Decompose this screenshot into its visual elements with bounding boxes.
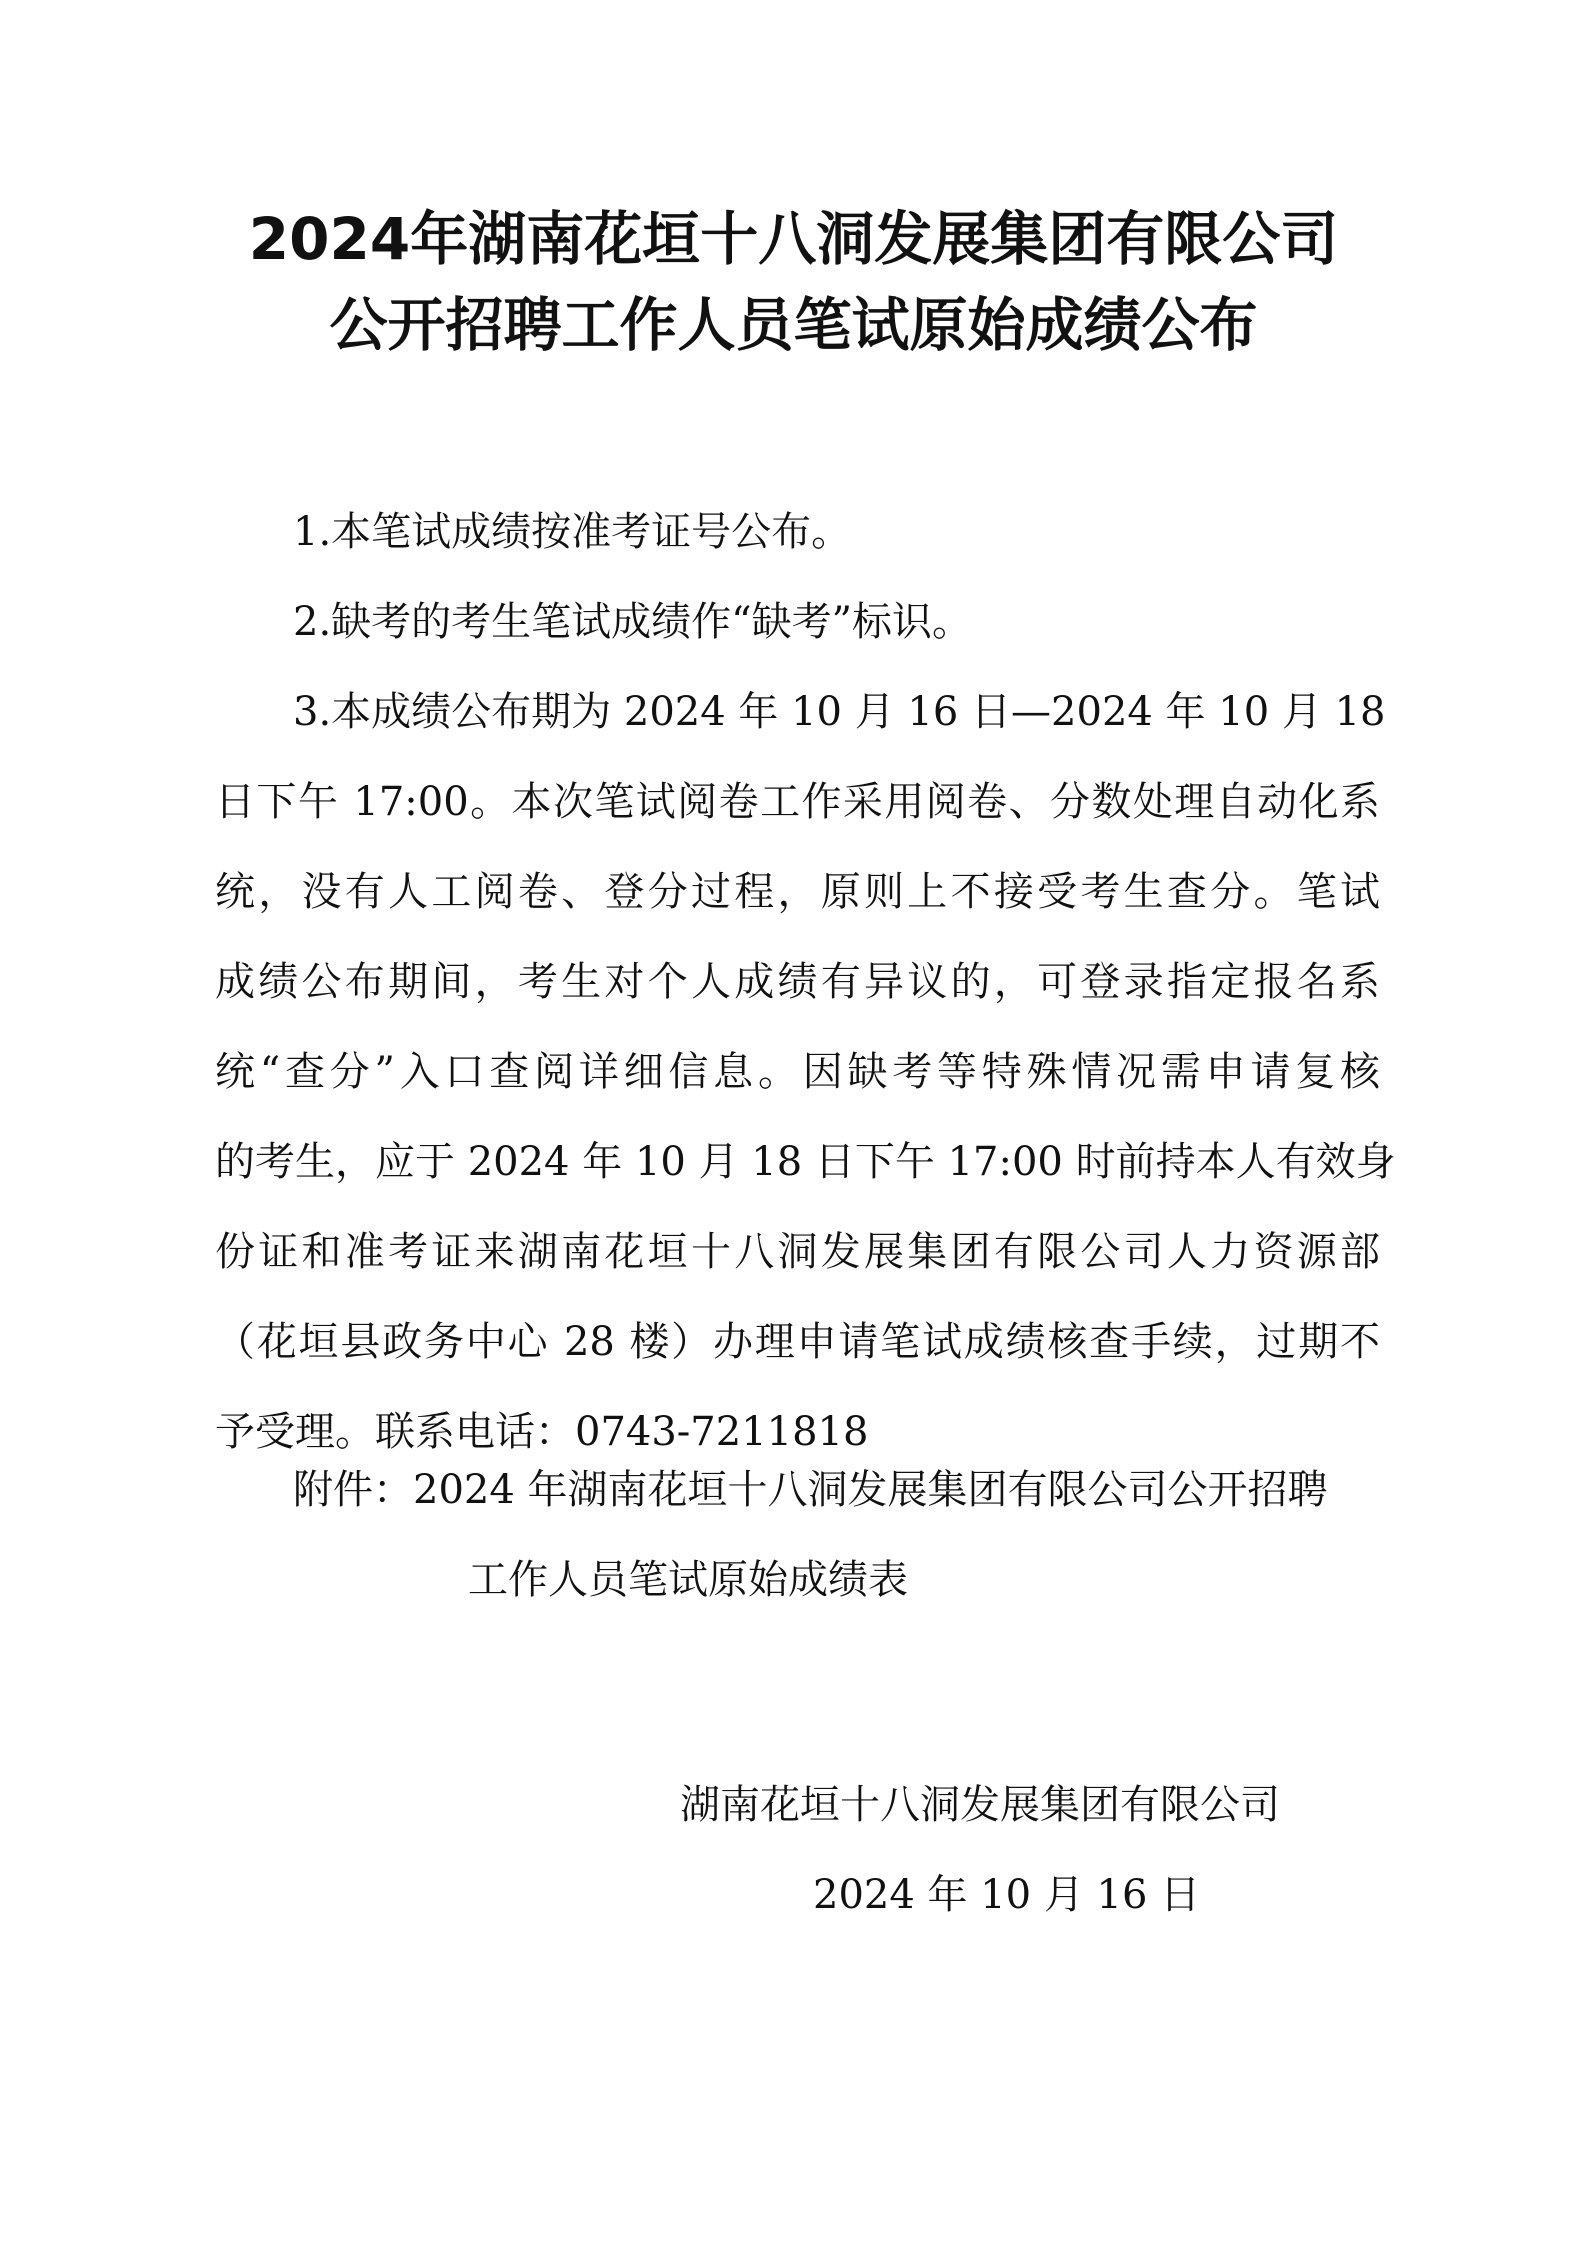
attachment-line-2: 工作人员笔试原始成绩表 (468, 1557, 908, 1603)
signature-block (680, 1760, 1320, 1940)
note-item-3-line-2: 日下午 17:00。本次笔试阅卷工作采用阅卷、分数处理自动化系 (215, 779, 1380, 825)
title-line-2: 公开招聘工作人员笔试原始成绩公布 (329, 291, 1258, 359)
notice-body (215, 487, 1396, 1477)
attachment-line-1: 附件：2024 年湖南花垣十八洞发展集团有限公司公开招聘 (293, 1467, 1328, 1513)
note-item-3-line-7: 份证和准考证来湖南花垣十八洞发展集团有限公司人力资源部 (215, 1229, 1380, 1275)
note-item-3-line-5: 统“查分”入口查阅详细信息。因缺考等特殊情况需申请复核 (215, 1049, 1380, 1095)
note-item-2: 2.缺考的考生笔试成绩作“缺考”标识。 (293, 599, 973, 645)
title-line-1: 2024年湖南花垣十八洞发展集团有限公司 (248, 205, 1339, 273)
note-item-3-line-6: 的考生，应于 2024 年 10 月 18 日下午 17:00 时前持本人有效身 (215, 1139, 1396, 1185)
note-item-3-line-3: 统，没有人工阅卷、登分过程，原则上不接受考生查分。笔试 (215, 869, 1380, 915)
note-item-1: 1.本笔试成绩按准考证号公布。 (293, 509, 852, 555)
signature-date: 2024 年 10 月 16 日 (813, 1872, 1201, 1918)
note-item-3-line-4: 成绩公布期间，考生对个人成绩有异议的，可登录指定报名系 (215, 959, 1380, 1005)
document-title (0, 196, 1587, 368)
signature-organization: 湖南花垣十八洞发展集团有限公司 (680, 1782, 1280, 1828)
note-item-3-line-1: 3.本成绩公布期为 2024 年 10 月 16 日—2024 年 10 月 18 (293, 689, 1386, 735)
attachment-note (293, 1445, 1380, 1625)
note-item-3-line-9: 予受理。联系电话：0743-7211818 (215, 1409, 869, 1455)
note-item-3-line-8: （花垣县政务中心 28 楼）办理申请笔试成绩核查手续，过期不 (215, 1319, 1380, 1365)
